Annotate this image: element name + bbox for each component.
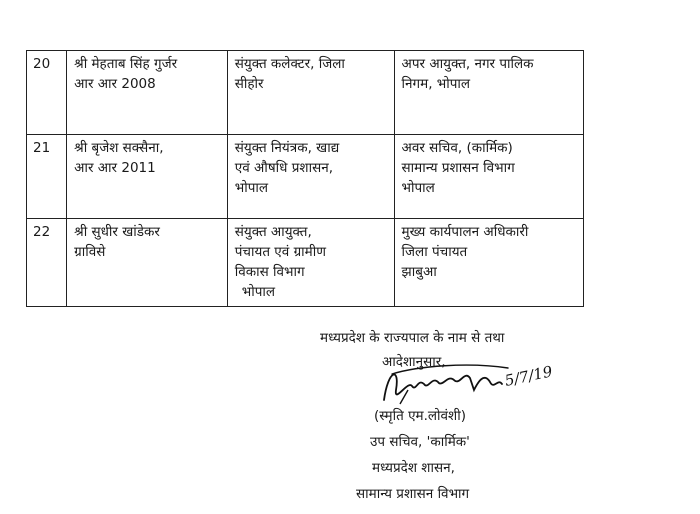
serial-number-cell: 21 <box>27 135 67 219</box>
signatory-designation: उप सचिव, 'कार्मिक' <box>370 434 470 450</box>
signature-date: 5/7/19 <box>503 362 555 390</box>
serial-number-cell: 22 <box>27 219 67 307</box>
current-posting-line: संयुक्त कलेक्टर, जिला <box>234 56 345 72</box>
current-posting-line: सीहोर <box>234 76 264 92</box>
department-name: सामान्य प्रशासन विभाग <box>356 486 470 502</box>
transfer-order-table <box>26 50 584 307</box>
current-posting-cell <box>227 51 394 135</box>
officer-name: श्री सुधीर खांडेकर <box>74 224 160 240</box>
current-posting-line: विकास विभाग <box>234 264 305 280</box>
new-posting-line: निगम, भोपाल <box>401 76 471 92</box>
new-posting-cell <box>394 51 583 135</box>
officer-service: आर आर 2008 <box>74 76 156 92</box>
current-posting-line: पंचायत एवं ग्रामीण <box>234 244 327 260</box>
government-name: मध्यप्रदेश शासन, <box>372 460 455 476</box>
current-posting-line: भोपाल <box>241 284 276 300</box>
current-posting-line: संयुक्त आयुक्त, <box>234 224 312 240</box>
new-posting-line: जिला पंचायत <box>401 244 468 260</box>
new-posting-cell <box>394 219 583 307</box>
table-row <box>27 51 584 135</box>
new-posting-line: भोपाल <box>401 180 435 196</box>
table-row <box>27 219 584 307</box>
new-posting-line: झाबुआ <box>401 264 437 280</box>
current-posting-line: एवं औषधि प्रशासन, <box>234 160 333 176</box>
new-posting-line: अवर सचिव, (कार्मिक) <box>401 140 513 156</box>
table-row <box>27 135 584 219</box>
officer-name-cell <box>67 219 228 307</box>
new-posting-line: अपर आयुक्त, नगर पालिक <box>401 56 534 72</box>
officer-name-cell <box>67 51 228 135</box>
current-posting-line: भोपाल <box>234 180 269 196</box>
officer-name-cell <box>67 135 228 219</box>
current-posting-line: संयुक्त नियंत्रक, खाद्य <box>234 140 340 156</box>
current-posting-cell <box>227 219 394 307</box>
current-posting-cell <box>227 135 394 219</box>
new-posting-cell <box>394 135 583 219</box>
authority-line: मध्यप्रदेश के राज्यपाल के नाम से तथा <box>320 330 505 346</box>
officer-name: श्री मेहताब सिंह गुर्जर <box>74 56 178 72</box>
order-line: आदेशानुसार, <box>382 354 446 370</box>
officer-service: आर आर 2011 <box>74 160 156 176</box>
new-posting-line: सामान्य प्रशासन विभाग <box>401 160 515 176</box>
officer-name: श्री बृजेश सक्सैना, <box>74 140 164 156</box>
signatory-name: (स्मृति एम.लोवंशी) <box>374 408 467 424</box>
officer-service: ग्राविसे <box>74 244 106 260</box>
serial-number-cell: 20 <box>27 51 67 135</box>
new-posting-line: मुख्य कार्यपालन अधिकारी <box>401 224 529 240</box>
